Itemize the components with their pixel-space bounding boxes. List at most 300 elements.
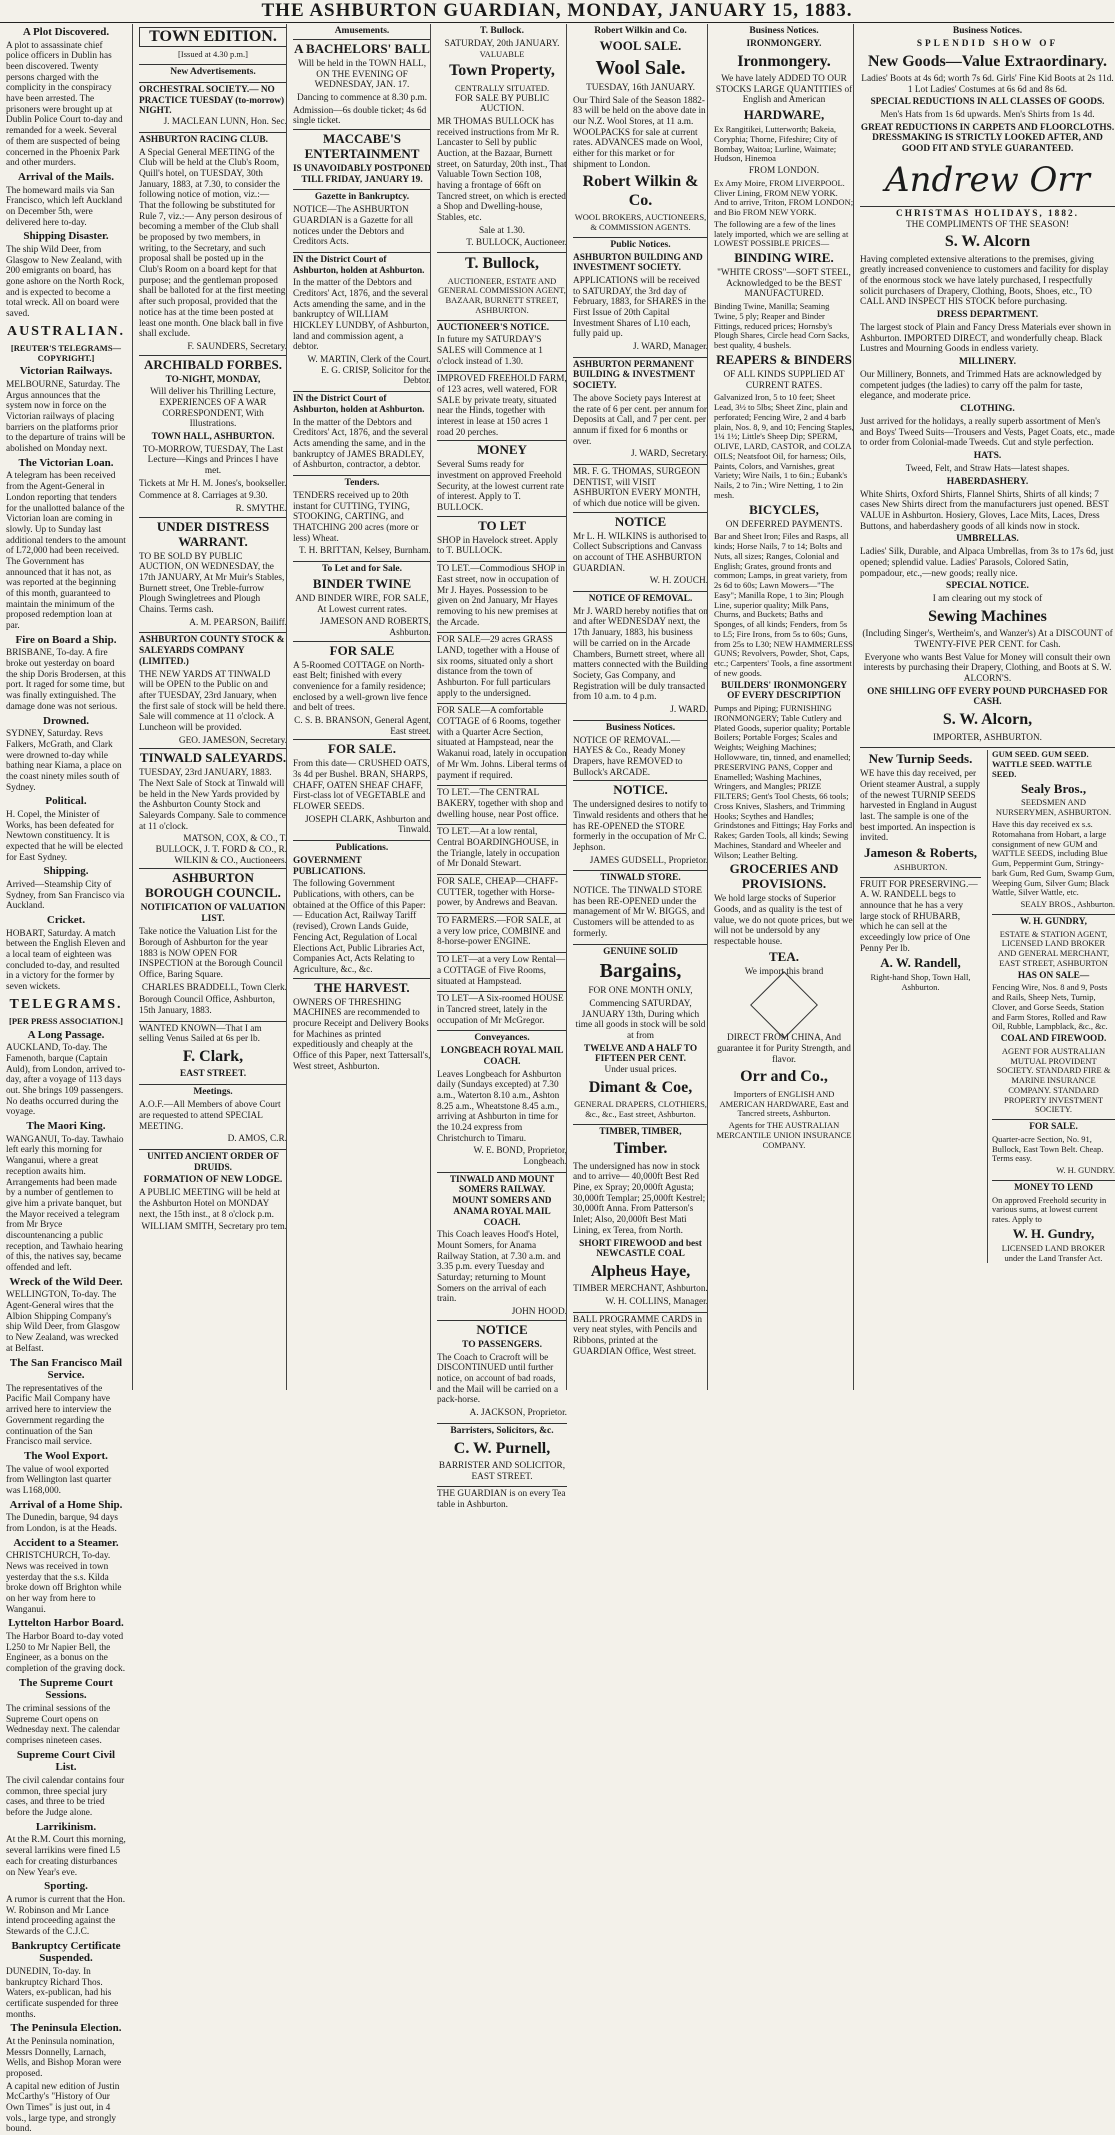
ad-text: Tickets at Mr H. M. Jones's, bookseller. bbox=[139, 478, 287, 489]
article-text: The criminal sessions of the Supreme Court opens on Wednesday next. The calendar comprises nineteen cases. bbox=[6, 1704, 120, 1747]
ad-title: BUILDERS' IRONMONGERY OF EVERY DESCRIPTION bbox=[721, 680, 847, 702]
ad-text: ESTATE & STATION AGENT, LICENSED LAND BROKER AND GENERAL MERCHANT, EAST STREET, ASHBURTON bbox=[997, 928, 1110, 968]
ad-text: TO LET.—Commodious SHOP in East street, now in occupation of Mr J. Hayes. Possession to be given on 2nd January, Mr Hayes removing to his new premises at the Arcade. bbox=[437, 561, 567, 628]
ad-signature: T. H. BRITTAN, Kelsey, Burnham. bbox=[299, 546, 431, 557]
ad-title: IN the District Court of Ashburton, holden at Ashburton. bbox=[293, 252, 431, 276]
ad-signature: W. H. COLLINS, Manager. bbox=[605, 1296, 708, 1307]
headline: The Wool Export. bbox=[24, 1449, 108, 1462]
ad-title: Timber. bbox=[613, 1140, 668, 1158]
ad-text: SHORT FIREWOOD and best NEWCASTLE COAL bbox=[579, 1238, 702, 1260]
ad-title: HARDWARE, bbox=[743, 107, 825, 123]
ad-text: Pumps and Piping; FURNISHING IRONMONGERY; Table Cutlery and Plated Goods, superior quality; Portable Boilers; Portable Forges; Scales and Weights; Weighing Machines; Hollowware, tin, tinned, and enamelled; PRESERVING PANS, Copper and Enamelled; Washing Machines, Wringers, and Mangles; PRIZE FILTERS; Gent's Tool Chests, 66 tools; Cross Knives, Slashers, and Trimming Hooks; Scythes and Handles; Grindstones and Fittings; Hay Forks and Rakes; Garden Tools, all kinds; Sewing Machines, Standard and Wheeler and Wilson; Leather Belting. bbox=[714, 703, 853, 860]
ad-text: FOR ONE MONTH ONLY, bbox=[588, 986, 693, 997]
article-text: The value of wool exported from Wellington last quarter was L168,000. bbox=[6, 1464, 112, 1496]
section-title: TELEGRAMS. bbox=[9, 996, 123, 1012]
headline: The Maori King. bbox=[26, 1120, 106, 1133]
ad-title: REAPERS & BINDERS bbox=[716, 351, 852, 367]
ad-text: Our Third Sale of the Season 1882-83 will be held on the above date in our N.Z. Wool Stores, at 11 a.m. WOOLPACKS for sale at current rates. ADVANCES made on Wool, either for this market or for shipment to London. bbox=[573, 95, 706, 170]
ad-text: Ex Rangitikei, Lutterworth; Bakeia, Coryphia; Thorne, Fifeshire; City of Bombay, Waitoa; Lurline, Waimate; Hudson, Hinemoa bbox=[714, 124, 838, 164]
column-ads-7 bbox=[853, 24, 1115, 1390]
ad-title: TINWALD SALEYARDS. bbox=[139, 750, 287, 766]
ad-text: A PUBLIC MEETING will be held at the Ashburton Hotel on MONDAY next, the 15th inst., at 8 o'clock p.m. bbox=[139, 1188, 280, 1220]
ad-text: SPECIAL REDUCTIONS IN ALL CLASSES OF GOODS. bbox=[870, 97, 1105, 108]
ad-title: A BACHELORS' BALL bbox=[294, 40, 430, 56]
article-text: Arrived—Steamship City of Sydney, from San Francisco via Auckland. bbox=[6, 880, 125, 912]
headline: Accident to a Steamer. bbox=[13, 1536, 119, 1549]
ad-text: Sale at 1.30. bbox=[479, 225, 525, 236]
ad-signature: JAMESON AND ROBERTS, Ashburton. bbox=[320, 617, 431, 638]
ad-text: HAS ON SALE— bbox=[1017, 970, 1090, 981]
article-text: The homeward mails via San Francisco, which left Auckland on December 5th, were delivered here to-day. bbox=[6, 185, 123, 228]
column-news-1 bbox=[6, 24, 126, 2135]
ad-text: Ex Amy Moire, FROM LIVERPOOL. Cliver Lining, FROM NEW YORK. And to arrive, Triton, FROM LONDON; and Bio FROM NEW YORK. bbox=[714, 177, 854, 218]
ad-text: APPLICATIONS will be received to SATURDAY, the 3rd day of February, 1883, for SHARES in the First Issue of 20th Capital Investment Shares of L10 each, fully paid up. bbox=[573, 275, 706, 340]
section-header: Business Notices. bbox=[952, 26, 1023, 36]
ad-signature: J. WARD, Manager. bbox=[633, 342, 708, 353]
ad-text: Commence at 8. Carriages at 9.30. bbox=[139, 491, 268, 502]
ad-text: ASHBURTON. bbox=[893, 861, 948, 872]
ad-text: IMPORTER, ASHBURTON. bbox=[932, 732, 1042, 743]
headline: Larrikinism. bbox=[35, 1820, 97, 1833]
ad-title: IRONMONGERY. bbox=[746, 38, 822, 49]
ad-title: MACCABE'S ENTERTAINMENT bbox=[293, 129, 431, 162]
headline: A Long Passage. bbox=[27, 1028, 105, 1041]
headline: Shipping Disaster. bbox=[23, 230, 109, 243]
ad-title: Sealy Bros., bbox=[1020, 780, 1087, 796]
ad-text: TO-MORROW, TUESDAY, The Last Lecture—Kings and Princes I have met. bbox=[142, 444, 284, 477]
ad-signature: J. MACLEAN LUNN, Hon. Sec. bbox=[163, 117, 287, 128]
ad-title: TINWALD AND MOUNT SOMERS RAILWAY. bbox=[437, 1172, 567, 1196]
ad-date: SATURDAY, 20th JANUARY. bbox=[444, 38, 560, 49]
ad-text: In the matter of the Debtors and Creditors' Act, 1876, and the several Acts amending the same, and in the bankruptcy of WILLIAM HICKLEY LUNDBY, of Ashburton, land and commission agent, a debtor. bbox=[293, 278, 430, 353]
ad-text: "WHITE CROSS"—SOFT STEEL, Acknowledged to be the BEST MANUFACTURED. bbox=[717, 268, 851, 300]
ad-text: A 5-Roomed COTTAGE on North-east Belt; finished with every convenience for a family residence; enclosed by a well-grown live fence and belt of trees. bbox=[293, 660, 428, 714]
ad-text: We import this brand bbox=[744, 966, 824, 977]
ad-text: Mr J. WARD hereby notifies that on and after WEDNESDAY next, the 17th January, 1883, his business will be carried on in the Arcade Chambers, Burnett street, where all matters connected with the Building Society, Gas Company, and Registration will be duly transacted from 10 a.m. to 4 p.m. bbox=[573, 606, 708, 703]
ad-title: GUM SEED. GUM SEED. WATTLE SEED. WATTLE SEED. bbox=[992, 749, 1092, 779]
ad-text: VALUABLE bbox=[479, 48, 525, 59]
ad-text: (Including Singer's, Wertheim's, and Wanzer's) At a DISCOUNT of TWENTY-FIVE PER CENT. for Cash. bbox=[862, 629, 1113, 651]
ad-text: We hold large stocks of Superior Goods, and as quality is the test of value, we do not quote prices, but we will not be undersold by any respectable house. bbox=[714, 894, 853, 948]
ad-title: GENUINE SOLID bbox=[573, 944, 708, 958]
ad-text: On approved Freehold security in various sums, at lowest current rates. Apply to bbox=[992, 1194, 1107, 1225]
headline: Drowned. bbox=[43, 714, 89, 727]
ad-text: FOR SALE—A comfortable COTTAGE of 6 Rooms, together with a Quarter Acre Section, situated at Hampstead, near the Wakanui road, lately in occupation of Mr Wm. Johns. Liberal terms of payment if required. bbox=[437, 703, 567, 781]
ad-signature: W. H. GUNDRY. bbox=[1056, 1165, 1115, 1176]
ad-signature: F. SAUNDERS, Secretary. bbox=[187, 341, 287, 352]
ad-signature: MATSON, COX, & CO., T. BULLOCK, J. T. FORD & CO., R. WILKIN & CO., Auctioneers. bbox=[155, 834, 287, 866]
ad-title: UNDER DISTRESS WARRANT. bbox=[139, 517, 287, 550]
ad-text: TENDERS received up to 20th instant for CUTTING, TYING, STOOKING, CARTING, and THATCHING 200 acres (more or less) Wheat. bbox=[293, 490, 419, 544]
ad-text: The following are a few of the lines lately imported, which we are selling at LOWEST POSSIBLE PRICES— bbox=[714, 218, 849, 249]
ad-text: LICENSED LAND BROKER under the Land Transfer Act. bbox=[1001, 1242, 1106, 1263]
ad-text: DIRECT FROM CHINA, And guarantee it for Purity Strength, and flavor. bbox=[717, 1033, 851, 1065]
ad-text: WE have this day received, per Orient steamer Austral, a supply of the newest TURNIP SEEDS harvested in England in August last. The sample is one of the best imported. An inspection is invited. bbox=[860, 769, 981, 844]
ad-text: NOTICE—The ASHBURTON GUARDIAN is a Gazette for all notices under the Debtors and Creditors Acts. bbox=[293, 205, 414, 248]
article-text: WANGANUI, To-day. Tawhaio left early this morning for Wanganui, where a great reception awaits him. Arrangements had been made by a number of gentlemen to give him a private banquet, but the Mayor received a telegram from Mr Bryce discountenancing a public reception, and Tawhaio hearing of this, the natives say, became offended and left. bbox=[6, 1134, 124, 1274]
ad-title: A. W. Randell, bbox=[880, 955, 961, 971]
ad-text: GREAT REDUCTIONS IN CARPETS AND FLOORCLOTHS. bbox=[860, 122, 1115, 133]
ad-text: Have this day received ex s.s. Rotomahana from Hobart, a large consignment of new GUM and WATTLE SEEDS, including Blue Gum, Peppermint Gum, Stringy-bark Gum, Red Gum, Swamp Gum, Weeping Gum, Silver Gum; Black Wattle, Silver Wattle, etc. bbox=[992, 818, 1115, 898]
article-text: At the Peninsula nomination, Messrs Donnelly, Larnach, Wells, and Bishop Moran were proposed. bbox=[6, 2036, 122, 2080]
ad-title: ASHBURTON COUNTY STOCK & SALEYARDS COMPANY (LIMITED.) bbox=[139, 632, 287, 667]
ad-title: NOTICE. bbox=[573, 780, 708, 798]
article-text: WELLINGTON, To-day. The Agent-General wires that the Albion Shipping Company's ship Wild Deer, from Glasgow to New Zealand, was wrecked at Belfast. bbox=[6, 1290, 120, 1354]
article-text: BRISBANE, To-day. A fire broke out yesterday on board the ship Doris Brodersen, at this port. It raged for some time, but was finally extinguished. The damage done was not serious. bbox=[6, 648, 126, 712]
ad-title: S. W. Alcorn bbox=[944, 233, 1031, 251]
ad-title: Alpheus Haye, bbox=[590, 1262, 691, 1280]
ad-title: Bargains, bbox=[599, 960, 682, 983]
section-title: AUSTRALIAN. bbox=[6, 323, 126, 339]
ad-title: SPLENDID SHOW OF bbox=[916, 38, 1059, 49]
ad-text: Galvanized Iron, 5 to 10 feet; Sheet Lead, 3½ to 5lbs; Sheet Zinc, plain and perforated; Fencing Wire, 2 and 4 barb plain, Nos. 8, 9, and 10; Fencing Staples, 1¼ 1½; Little's Sheep Dip; SPERM, OLIVE, LARD, CASTOR, and COLZA OILS; Neatsfoot Oil, for harness; Oils, Paints, Colors, and Varnishes, great Variety; Wire Nails, 1 to 6in.; Eubank's Nails, 2 to 7in.; Wire Netting, 1 to 2in mesh. bbox=[714, 392, 854, 500]
column-ads-6 bbox=[707, 24, 854, 1390]
ad-text: The undersigned has now in stock and to arrive— 40,000ft Best Red Pine, ex Spray; 20,000ft Agusta; 30,000ft Templar; 25,000ft Kestrel; 30,000ft Anna. From Patterson's Inlet; Also, 20,000ft Best Mati Lining, ex Terea, from North. bbox=[573, 1161, 706, 1236]
ad-text: Binding Twine, Manilla; Seaming Twine, 5 ply; Reaper and Binder Fittings, reduced prices; Hornsby's Plough Shares, Circle head Corn Sacks, best quality, 4 bushels. bbox=[714, 301, 850, 351]
ad-text: Will deliver his Thrilling Lecture, EXPERIENCES OF A WAR CORRESPONDENT, With Illustrations. bbox=[150, 387, 276, 430]
column-ads-4 bbox=[430, 24, 567, 1511]
ad-text: TO LET—A Six-roomed HOUSE in Tancred street, lately in the occupation of Mr McGregor. bbox=[437, 991, 567, 1026]
ad-title: Dimant & Coe, bbox=[588, 1078, 693, 1096]
headline: Arrival of a Home Ship. bbox=[9, 1498, 123, 1511]
ad-text: In the matter of the Debtors and Creditors' Act, 1876, and the several Acts amending the same, and in the bankruptcy of JAMES BRADLEY, of Ashburton, contractor, a debtor. bbox=[293, 417, 429, 471]
column-ads-2 bbox=[132, 24, 287, 1390]
ad-title: C. W. Purnell, bbox=[453, 1439, 551, 1457]
ad-text: The above Society pays Interest at the rate of 6 per cent. per annum for Deposits at Call, and 7 per cent. per annum if fixed for 6 months or over. bbox=[573, 393, 707, 447]
ad-subtitle: UMBRELLAS. bbox=[956, 534, 1019, 545]
ad-signature: W. H. ZOUCH. bbox=[649, 576, 708, 587]
article-text: The Harbor Board to-day voted L250 to Mr Napier Bell, the Engineer, as a bonus on the completion of the graving dock. bbox=[6, 1632, 126, 1675]
ad-text: TUESDAY, 23rd JANUARY, 1883. The Next Sale of Stock at Tinwald will be held in the New Yards provided by the Ashburton County Stock and Saleyards Company. Sale to commence at 11 o'clock. bbox=[139, 768, 286, 832]
headline: Supreme Court Civil List. bbox=[16, 1748, 116, 1774]
ad-text: TO FARMERS.—FOR SALE, at a very low price, COMBINE and 8-horse-power ENGINE. bbox=[437, 913, 567, 948]
ad-title: Robert Wilkin & Co. bbox=[582, 173, 699, 209]
ad-title: New Turnip Seeds. bbox=[868, 751, 973, 767]
ad-text: TOWN HALL, ASHBURTON. bbox=[151, 431, 275, 442]
article-text: The ship Wild Deer, from Glasgow to New Zealand, with 200 emigrants on board, has gone ashore on the North Rock, and is expected to become a total wreck. All on board were saved. bbox=[6, 244, 125, 320]
headline: Victorian Railways. bbox=[19, 365, 113, 378]
ad-title: Town Property, bbox=[449, 62, 555, 80]
ad-text: ONE SHILLING OFF EVERY POUND PURCHASED FOR CASH. bbox=[867, 686, 1108, 708]
ad-text: This Coach leaves Hood's Hotel, Mount Somers, for Anama Railway Station, at 7.30 a.m. and 3.35 p.m. every Tuesday and Saturday; returning to Mount Somers on the arrival of each train. bbox=[437, 1230, 561, 1305]
ad-text: OF ALL KINDS SUPPLIED AT CURRENT RATES. bbox=[723, 369, 845, 391]
ad-title: ASHBURTON PERMANENT BUILDING & INVESTMENT SOCIETY. bbox=[573, 357, 708, 392]
ad-text: MR THOMAS BULLOCK has received instructions from Mr R. Lancaster to Sell by public Auction, at the Bazaar, Burnett street, on Saturday, 20th inst., That Valuable Town Section 108, having a frontage of 66ft on Tancred street, on which is erected a Shop and Dwelling-house, Stables, etc. bbox=[437, 116, 567, 224]
ad-text: THE GUARDIAN is on every Tea table in Ashburton. bbox=[437, 1486, 567, 1510]
ad-text: We have lately ADDED TO OUR STOCKS LARGE QUANTITIES of English and American bbox=[715, 74, 853, 106]
ad-text: SHOP in Havelock street. Apply to T. BULLOCK. bbox=[437, 535, 558, 557]
column-ads-5 bbox=[566, 24, 708, 1390]
article-text: At the R.M. Court this morning, several larrikins were fined L5 each for creating disturbances on New Year's eve. bbox=[6, 1835, 126, 1878]
ad-text: Mr L. H. WILKINS is authorised to Collect Subscriptions and Canvass on account of THE ASHBURTON GUARDIAN. bbox=[573, 531, 707, 574]
ad-title: AUCTIONEER'S NOTICE. bbox=[437, 320, 567, 334]
ad-title: FOR SALE. bbox=[992, 1119, 1115, 1133]
ad-title: T. Bullock, bbox=[437, 252, 567, 273]
ad-text: NOTICE. The TINWALD STORE has been RE-OPENED under the management of Mr W. BIGGS, and Customers will be attended to as formerly. bbox=[573, 886, 705, 939]
telegram-source: [REUTER'S TELEGRAMS—COPYRIGHT.] bbox=[10, 342, 122, 363]
ad-title: NOTICE OF REMOVAL. bbox=[573, 591, 708, 605]
ad-signature: E. G. CRISP, Solicitor for the Debtor. bbox=[320, 365, 431, 387]
ad-text: THE COMPLIMENTS OF THE SEASON! bbox=[905, 219, 1070, 230]
section-header: Publications. bbox=[293, 840, 431, 854]
ad-subtitle: SPECIAL NOTICE. bbox=[946, 581, 1029, 592]
article-text: A rumor is current that the Hon. W. Robinson and Mr Lance intend proceeding against the Stewards of the C.J.C. bbox=[6, 1894, 126, 1937]
article-text: AUCKLAND, To-day. The Famenoth, barque (Captain Auld), from London, arrived to-day, after a voyage of 113 days out. She brings 109 passengers. No deaths occurred during the voyage. bbox=[6, 1043, 126, 1118]
ad-text: Right-hand Shop, Town Hall, Ashburton. bbox=[870, 972, 971, 993]
ad-title: New Goods—Value Extraordinary. bbox=[868, 52, 1107, 70]
ad-text: AND BINDER WIRE, FOR SALE, At Lowest current rates. bbox=[295, 593, 429, 615]
ad-subtitle: FORMATION OF NEW LODGE. bbox=[143, 1175, 283, 1186]
bottom-ads-row bbox=[860, 747, 1115, 1263]
ad-signature: T. BULLOCK, Auctioneer. bbox=[466, 238, 567, 249]
ad-text: A.O.F.—All Members of above Court are requested to attend SPECIAL MEETING. bbox=[139, 1100, 281, 1132]
headline: Sporting. bbox=[44, 1880, 88, 1893]
ad-title: BINDING WIRE. bbox=[734, 250, 834, 266]
ad-text: TO BE SOLD BY PUBLIC AUCTION, ON WEDNESDAY, the 17th JANUARY, At Mr Muir's Stables, Burnett street, One Treble-furrow Plough Swingletrees and Plough Chains. Terms cash. bbox=[139, 551, 285, 616]
ad-title: WANTED KNOWN—That I am selling Venus Sailed at 6s per lb. bbox=[139, 1021, 287, 1045]
ad-signature: W. MARTIN, Clerk of the Court. bbox=[307, 355, 431, 366]
bottom-ad-right bbox=[987, 750, 1115, 1263]
ad-title: FOR SALE bbox=[293, 641, 431, 659]
ad-text: TWELVE AND A HALF TO FIFTEEN PER CENT. bbox=[583, 1043, 698, 1065]
tea-brand-logo bbox=[750, 971, 818, 1039]
ad-title: ASHBURTON BOROUGH COUNCIL. bbox=[139, 868, 287, 901]
ad-text: Will be held in the TOWN HALL, ON THE EVENING OF WEDNESDAY, JAN. 17. bbox=[297, 58, 427, 91]
ad-title: Sewing Machines bbox=[928, 607, 1047, 625]
headline: Wreck of the Wild Deer. bbox=[9, 1275, 123, 1288]
column-ads-3 bbox=[286, 24, 431, 1390]
ad-text: The largest stock of Plain and Fancy Dress Materials ever shown in Ashburton. IMPORTED DIRECT, and wonderfully cheap. Black Lustres and Mourning Goods in endless variety. bbox=[860, 323, 1112, 355]
ad-text: FROM LONDON. bbox=[748, 166, 820, 177]
ad-text: Quarter-acre Section, No. 91, Bullock, East Town Belt. Cheap. Terms easy. bbox=[992, 1133, 1104, 1164]
article-text: MELBOURNE, Saturday. The Argus announces that the system now in force on the Victorian railways of placing barriers on the platforms prior to the departure of trains will be abolished on Monday next. bbox=[6, 380, 126, 455]
section-header: Public Notices. bbox=[573, 237, 708, 251]
ad-text: AGENT FOR AUSTRALIAN MUTUAL PROVIDENT SOCIETY. STANDARD FIRE & MARINE INSURANCE COMPANY. STANDARD PROPERTY INVESTMENT SOCIETY. bbox=[996, 1045, 1111, 1115]
bottom-ad-left bbox=[860, 750, 981, 1263]
ad-title: MONEY bbox=[437, 440, 567, 458]
article-text: The representatives of the Pacific Mail Company have arrived here to interview the Government regarding the continuation of the San Francisco mail service. bbox=[6, 1383, 112, 1448]
ad-text: IMPROVED FREEHOLD FARM, of 123 acres, well watered, FOR SALE by private treaty, situated near the Hinds, together with interest in lease at 150 acres 1 road 20 perches. bbox=[437, 371, 567, 438]
section-header: To Let and for Sale. bbox=[293, 561, 431, 575]
article-text: The civil calendar contains four common, three special jury cases, and three to be tried before the Judge alone. bbox=[6, 1776, 125, 1819]
ad-text: Take notice the Valuation List for the Borough of Ashburton for the year 1883 is NOW OPEN FOR INSPECTION at the Borough Council Office, Baring Square. bbox=[139, 927, 283, 980]
edition-time: [Issued at 4.30 p.m.] bbox=[178, 49, 248, 60]
ad-text: FRUIT FOR PRESERVING.—A. W. RANDELL begs to announce that he has a very large stock of RHUBARB, which he can sell at the exceedingly low price of One Penny Per lb. bbox=[860, 877, 981, 955]
ad-text: OWNERS OF THRESHING MACHINES are recommended to procure Receipt and Delivery Books for Machines as printed expeditiously and cheaply at the Office of this Paper, next Tattersall's, West street, Ashburton. bbox=[293, 997, 431, 1072]
headline: Political. bbox=[45, 795, 87, 808]
ad-address: EAST STREET. bbox=[179, 1069, 247, 1080]
ad-title: MONEY TO LEND bbox=[992, 1180, 1115, 1194]
ad-text: From this date— CRUSHED OATS, 3s 4d per Bushel. BRAN, SHARPS, CHAFF, OATEN SHEAF CHAFF, First-class lot of VEGETABLE and FLOWER SEEDS. bbox=[293, 759, 430, 813]
headline: The Supreme Court Sessions. bbox=[19, 1676, 113, 1702]
ad-text: TO LET.—At a low rental, Central BOARDINGHOUSE, in the Triangle, lately in occupation of Mr Donald Stewart. bbox=[437, 824, 567, 870]
ad-text: FOR SALE—29 acres GRASS LAND, together with a House of six rooms, situated only a short distance from the town of Ashburton. For full particulars apply to the undersigned. bbox=[437, 632, 567, 699]
ad-title: TEA. bbox=[769, 948, 799, 964]
ad-subtitle: TO PASSENGERS. bbox=[462, 1339, 542, 1350]
ad-title: TO LET bbox=[437, 516, 567, 534]
ad-text: Dancing to commence at 8.30 p.m. bbox=[296, 92, 428, 103]
ad-title: LONGBEACH ROYAL MAIL COACH. bbox=[440, 1046, 564, 1067]
ad-title: MOUNT SOMERS AND ANAMA ROYAL MAIL COACH. bbox=[452, 1196, 552, 1228]
ad-text: SEEDSMEN AND NURSERYMEN, ASHBURTON. bbox=[995, 797, 1112, 818]
section-header: Gazette in Bankruptcy. bbox=[293, 189, 431, 203]
headline: Shipping. bbox=[43, 865, 89, 878]
ad-title: THE HARVEST. bbox=[293, 978, 431, 996]
headline: Fire on Board a Ship. bbox=[15, 633, 117, 646]
article-text: A capital new edition of Justin McCarthy's "History of Our Own Times" is just out, in 4 vols., large type, and strongly bound. bbox=[6, 2081, 120, 2135]
ad-text: Men's Hats from 1s 6d upwards. Men's Shirts from 1s 4d. bbox=[880, 110, 1095, 121]
ad-title: Wool Sale. bbox=[595, 56, 686, 79]
ad-title: NOTICE bbox=[573, 512, 708, 530]
ad-signature: D. AMOS, C.R. bbox=[227, 1134, 287, 1145]
ad-text: White Shirts, Oxford Shirts, Flannel Shirts, Shirts of all kinds; 7 cases New Shirts direct from the manufacturers just opened. BEST VALUE in Ashburton. Hosiery, Gloves, Lace Mits, Laces, Dress Buttons, and haberdashery goods of all kinds now in stock. bbox=[860, 489, 1109, 532]
article-text: The Dunedin, barque, 94 days from London, is at the Heads. bbox=[6, 1513, 119, 1534]
handwritten-signature: Andrew Orr bbox=[885, 159, 1090, 200]
section-header: Conveyances. bbox=[437, 1030, 567, 1044]
ad-signature: A. M. PEARSON, Bailiff. bbox=[189, 617, 287, 628]
ad-title: GOVERNMENT PUBLICATIONS. bbox=[293, 856, 366, 877]
section-header: Robert Wilkin and Co. bbox=[594, 26, 687, 36]
ad-signature: J. WARD. bbox=[670, 704, 708, 715]
ad-text: Commencing SATURDAY, JANUARY 13th, During which time all goods in stock will be sold at from bbox=[575, 998, 706, 1041]
ad-title: ARCHIBALD FORBES. bbox=[139, 355, 287, 373]
ad-text: AUCTIONEER, ESTATE AND GENERAL COMMISSION AGENT, BAZAAR, BURNETT STREET, ASHBURTON. bbox=[438, 275, 566, 315]
article-text: A telegram has been received from the Agent-General in London reporting that tenders for the unallotted balance of the Victorian loan are coming in slowly. Up to Sunday last additional tenders to the amount of L72,000 had been received. The Government has announced that it has not, as was reported at the beginning of this month, guaranteed to maintain the minimum of the proposed redemption loan at par. bbox=[6, 471, 126, 632]
ad-subtitle: HATS. bbox=[973, 451, 1002, 462]
headline: Lyttelton Harbor Board. bbox=[8, 1617, 124, 1630]
section-header: Business Notices. bbox=[749, 26, 819, 36]
ad-text: TO-NIGHT, MONDAY, bbox=[165, 374, 261, 385]
ad-text: THE NEW YARDS AT TINWALD will be OPEN to the Public on and after TUESDAY, 23rd January, when the first sale of stock will be held there. Sale will commence at 11 o'clock. A Luncheon will be provided. bbox=[139, 669, 286, 733]
ad-title: CHRISTMAS HOLIDAYS, 1882. bbox=[860, 206, 1115, 220]
section-header: Tenders. bbox=[293, 475, 431, 489]
ad-text: Fencing Wire, Nos. 8 and 9, Posts and Rails, Sheep Nets, Turnip, Clover, and Gorse Seeds, Station and Farm Stores, Rolled and Raw Oil, Rubble, Lampblack, &c., &c. bbox=[992, 982, 1108, 1032]
headline: Arrival of the Mails. bbox=[18, 170, 114, 183]
ad-text: FOR SALE BY PUBLIC AUCTION. bbox=[455, 93, 549, 115]
ad-signature: CHARLES BRADDELL, Town Clerk. bbox=[141, 982, 287, 993]
ad-signature: A. JACKSON, Proprietor. bbox=[469, 1408, 567, 1419]
ad-text: FOR SALE, CHEAP—CHAFF-CUTTER, together with Horse-power, by Andrews and Beavan. bbox=[437, 874, 567, 909]
section-header: Business Notices. bbox=[573, 720, 708, 734]
article-text: DUNEDIN, To-day. In bankruptcy Richard Thos. Waters, ex-publican, had his certificate suspended for three months. bbox=[6, 1966, 119, 2020]
ad-title: IN the District Court of Ashburton, holden at Ashburton. bbox=[293, 391, 431, 415]
ad-text: Tweed, Felt, and Straw Hats—latest shapes. bbox=[905, 463, 1070, 474]
ad-text: Leaves Longbeach for Ashburton daily (Sundays excepted) at 7.30 a.m., Waterton 8.10 a.m., Ashton 8.25 a.m., Wheatstone 8.45 a.m., arriving at Ashburton in time for the 10.24 express from Christchurch to Timaru. bbox=[437, 1069, 562, 1144]
ad-signature: W. E. BOND, Proprietor, Longbeach. bbox=[473, 1146, 567, 1168]
article-text: HOBART, Saturday. A match between the English Eleven and a local team of eighteen was concluded to-day, and resulted in a victory for the former by seven wickets. bbox=[6, 928, 126, 993]
article-text: H. Copel, the Minister of Works, has been defeated for Newtown constituency. It is expected that he will be elected for East Sydney. bbox=[6, 809, 123, 863]
ad-title: BINDER TWINE bbox=[312, 575, 412, 591]
ad-signature: R. SMYTHE. bbox=[235, 504, 287, 515]
ad-text: Our Millinery, Bonnets, and Trimmed Hats are acknowledged by competent judges (the ladies) to carry off the palm for taste, elegance, and moderate price. bbox=[860, 370, 1102, 402]
ad-signature: GEO. JAMESON, Secretary. bbox=[178, 735, 287, 746]
ad-subtitle: NOTIFICATION OF VALUATION LIST. bbox=[140, 903, 286, 925]
ad-text: The undersigned desires to notify to Tinwald residents and others that he has RE-OPENED the STORE formerly in the occupation of Mr C. Jephson. bbox=[573, 800, 708, 854]
ad-text: The following Government Publications, with others, can be obtained at the Office of this Paper:— Education Act, Railway Tariff (revised), Crown Lands Guide, Fencing Act, Regulation of Local Elections Act, Public Libraries Act, Companies Act, Acts Relating to Agriculture, &c., &c. bbox=[293, 879, 426, 975]
ad-signature: JAMES GUDSELL, Proprietor. bbox=[589, 855, 708, 866]
ad-text: BALL PROGRAMME CARDS in very neat styles, with Pencils and Ribbons, printed at the GUARDIAN Office, West street. bbox=[573, 1312, 708, 1358]
ad-title: BICYCLES, bbox=[749, 501, 819, 517]
ad-text: ON DEFERRED PAYMENTS. bbox=[725, 519, 843, 530]
article-text: SYDNEY, Saturday. Revs Falkers, McGrath, and Clark were drowned to-day while bathing near Kiama, a place on the coast ninety miles south of Sydney. bbox=[6, 729, 122, 793]
ad-text: Bar and Sheet Iron; Files and Rasps, all kinds; Horse Nails, 7 to 14; Bolts and Nuts, all sizes; Ranges, Colonial and English; Grates, ground fronts and common; Lamps, in great variety, from 2s 6d to 60s; Lawn Mowers—"The Easy"; Manilla Rope, 1 to 3in; Plough Line, superior quality; Milk Pans, Churns, and Buckets; Baths and Sponges, of all kinds; Fenders, from 5s to L5; Fire Irons, from 5s to 60s; Guns, from 25s to L30; NEW HAMMERLESS GUNS; Revolvers, Powder, Shot, Caps, etc.; Carpenters' Tools, a fine assortment of new goods. bbox=[714, 531, 853, 679]
headline: The San Francisco Mail Service. bbox=[9, 1356, 123, 1382]
ad-signature: SEALY BROS., Ashburton. bbox=[1020, 899, 1115, 910]
headline: The Victorian Loan. bbox=[18, 456, 114, 469]
edition-title: TOWN EDITION. bbox=[139, 27, 287, 47]
ad-signature: C. S. B. BRANSON, General Agent, East street. bbox=[294, 716, 431, 737]
ad-text: Importers of ENGLISH AND AMERICAN HARDWARE, East and Tancred streets, Ashburton. bbox=[719, 1088, 849, 1119]
ad-title: WOOL SALE. bbox=[599, 37, 682, 53]
ad-title: ASHBURTON RACING CLUB. bbox=[139, 132, 287, 146]
section-header: T. Bullock. bbox=[480, 26, 524, 36]
ad-text: TIMBER MERCHANT, Ashburton. bbox=[573, 1284, 708, 1295]
ad-text: TO LET.—The CENTRAL BAKERY, together with shop and dwelling house, near Post office. bbox=[437, 785, 567, 820]
ad-text: TO LET—at a very Low Rental—a COTTAGE of Five Rooms, situated at Hampstead. bbox=[437, 952, 567, 987]
ad-text: The Coach to Cracroft will be DISCONTINUED until further notice, on account of bad roads, and the Mail will be carried on a pack-horse. bbox=[437, 1352, 559, 1406]
telegram-source: [PER PRESS ASSOCIATION.] bbox=[9, 1015, 123, 1026]
ad-text: Agents for THE AUSTRALIAN MERCANTILE UNION INSURANCE COMPANY. bbox=[716, 1120, 852, 1150]
ad-signature: JOHN HOOD. bbox=[511, 1307, 567, 1318]
ad-subtitle: HABERDASHERY. bbox=[946, 476, 1029, 487]
headline: The Peninsula Election. bbox=[10, 2022, 122, 2035]
article-text: CHRISTCHURCH, To-day. News was received in town yesterday that the s.s. Kilda broke down off Brighton while on her way from here to Wanganui. bbox=[6, 1551, 122, 1615]
ad-title: ORCHESTRAL SOCIETY.— NO PRACTICE TUESDAY (to-morrow) NIGHT. bbox=[139, 82, 287, 117]
ad-subtitle: CLOTHING. bbox=[960, 404, 1015, 415]
ad-text: GENERAL DRAPERS, CLOTHIERS, &c., &c., East street, Ashburton. bbox=[574, 1099, 707, 1119]
section-header: New Advertisements. bbox=[139, 64, 287, 78]
ad-text: Everyone who wants Best Value for Money will consult their own interests by purchasing their Drapery, Clothing, and Boots at S. W. ALCORN'S. bbox=[863, 652, 1112, 685]
headline: A Plot Discovered. bbox=[22, 26, 110, 38]
ad-text: DRESSMAKING IS STRICTLY LOOKED AFTER, AND GOOD FIT AND STYLE GUARANTEED. bbox=[872, 133, 1103, 155]
ad-text: Admission—6s double ticket; 4s 6d single ticket. bbox=[293, 105, 427, 127]
ad-title: Orr and Co., bbox=[740, 1068, 828, 1086]
ad-title: S. W. Alcorn, bbox=[942, 711, 1033, 729]
ad-text: MR. F. G. THOMAS, SURGEON DENTIST, will VISIT ASHBURTON EVERY MONTH, of which due notice will be given. bbox=[573, 464, 708, 510]
ad-title: FOR SALE. bbox=[293, 739, 431, 757]
ad-title: W. H. GUNDRY, bbox=[992, 914, 1115, 928]
ad-title: Ironmongery. bbox=[737, 52, 831, 70]
ad-signature: JOSEPH CLARK, Ashburton and Tinwald. bbox=[304, 814, 431, 836]
ad-title: TINWALD STORE. bbox=[573, 870, 708, 884]
ad-text: WOOL BROKERS, AUCTIONEERS, & COMMISSION AGENTS. bbox=[574, 212, 707, 232]
ad-text: NOTICE OF REMOVAL.—HAYES & Co., Ready Money Drapers, have REMOVED to Bullock's ARCADE. bbox=[573, 735, 686, 778]
article-text: A plot to assassinate chief police officers in Dublin has been discovered. Twenty persons charged with the complicity in the conspiracy have been arrested. The prisoners were brought up at Dublin Police Court to-day and remanded for a week. Several of them are suspected of being concerned in the Phoenix Park and other murders. bbox=[6, 40, 123, 169]
section-header: Barristers, Solicitors, &c. bbox=[437, 1423, 567, 1437]
ad-text: Having completed extensive alterations to the premises, giving greatly increased convenience to customers and facility for display of the enormous stock we have lately purchased, I respectfully solicit purchasers of Drapery, Clothing, Boots, Shoes, etc., TO CALL AND INSPECT HIS STOCK before purchasing. bbox=[860, 254, 1109, 308]
ad-text: Ladies' Boots at 4s 6d; worth 7s 6d. Girls' Fine Kid Boots at 2s 11d. 1 Lot Ladies' Costumes at 6s 6d and 8s 6d. bbox=[861, 74, 1114, 95]
section-header: Meetings. bbox=[139, 1084, 287, 1098]
ad-signature: WILLIAM SMITH, Secretary pro tem. bbox=[141, 1222, 287, 1233]
ad-signature: J. WARD, Secretary. bbox=[631, 449, 708, 460]
section-header: Amusements. bbox=[334, 26, 390, 36]
headline: Cricket. bbox=[46, 914, 86, 927]
ad-text: IS UNAVOIDABLY POSTPONED TILL FRIDAY, JANUARY 19. bbox=[293, 163, 431, 185]
headline: Bankruptcy Certificate Suspended. bbox=[11, 1939, 121, 1965]
ad-text: COAL AND FIREWOOD. bbox=[1000, 1034, 1107, 1045]
ad-name: F. Clark, bbox=[182, 1048, 244, 1066]
ad-text: CENTRALLY SITUATED. bbox=[454, 82, 550, 93]
ad-subtitle: MILLINERY. bbox=[958, 357, 1017, 368]
ad-title: GROCERIES AND PROVISIONS. bbox=[729, 861, 839, 892]
ad-title: UNITED ANCIENT ORDER OF DRUIDS. bbox=[139, 1149, 287, 1173]
ad-text: In future my SATURDAY'S SALES will Commence at 1 o'clock instead of 1.30. bbox=[437, 335, 543, 367]
ad-text: Ladies' Silk, Durable, and Alpaca Umbrellas, from 3s to 17s 6d, just opened; splendid value. Ladies' Parasols, Colored Satin, pompadour, etc.,—new goods; really nice. bbox=[860, 547, 1114, 579]
ad-title: ASHBURTON BUILDING AND INVESTMENT SOCIETY. bbox=[573, 252, 703, 274]
ad-title: W. H. Gundry, bbox=[1012, 1225, 1095, 1241]
ad-date: TUESDAY, 16th JANUARY. bbox=[586, 82, 695, 93]
ad-text: BARRISTER AND SOLICITOR, EAST STREET. bbox=[438, 1461, 566, 1482]
